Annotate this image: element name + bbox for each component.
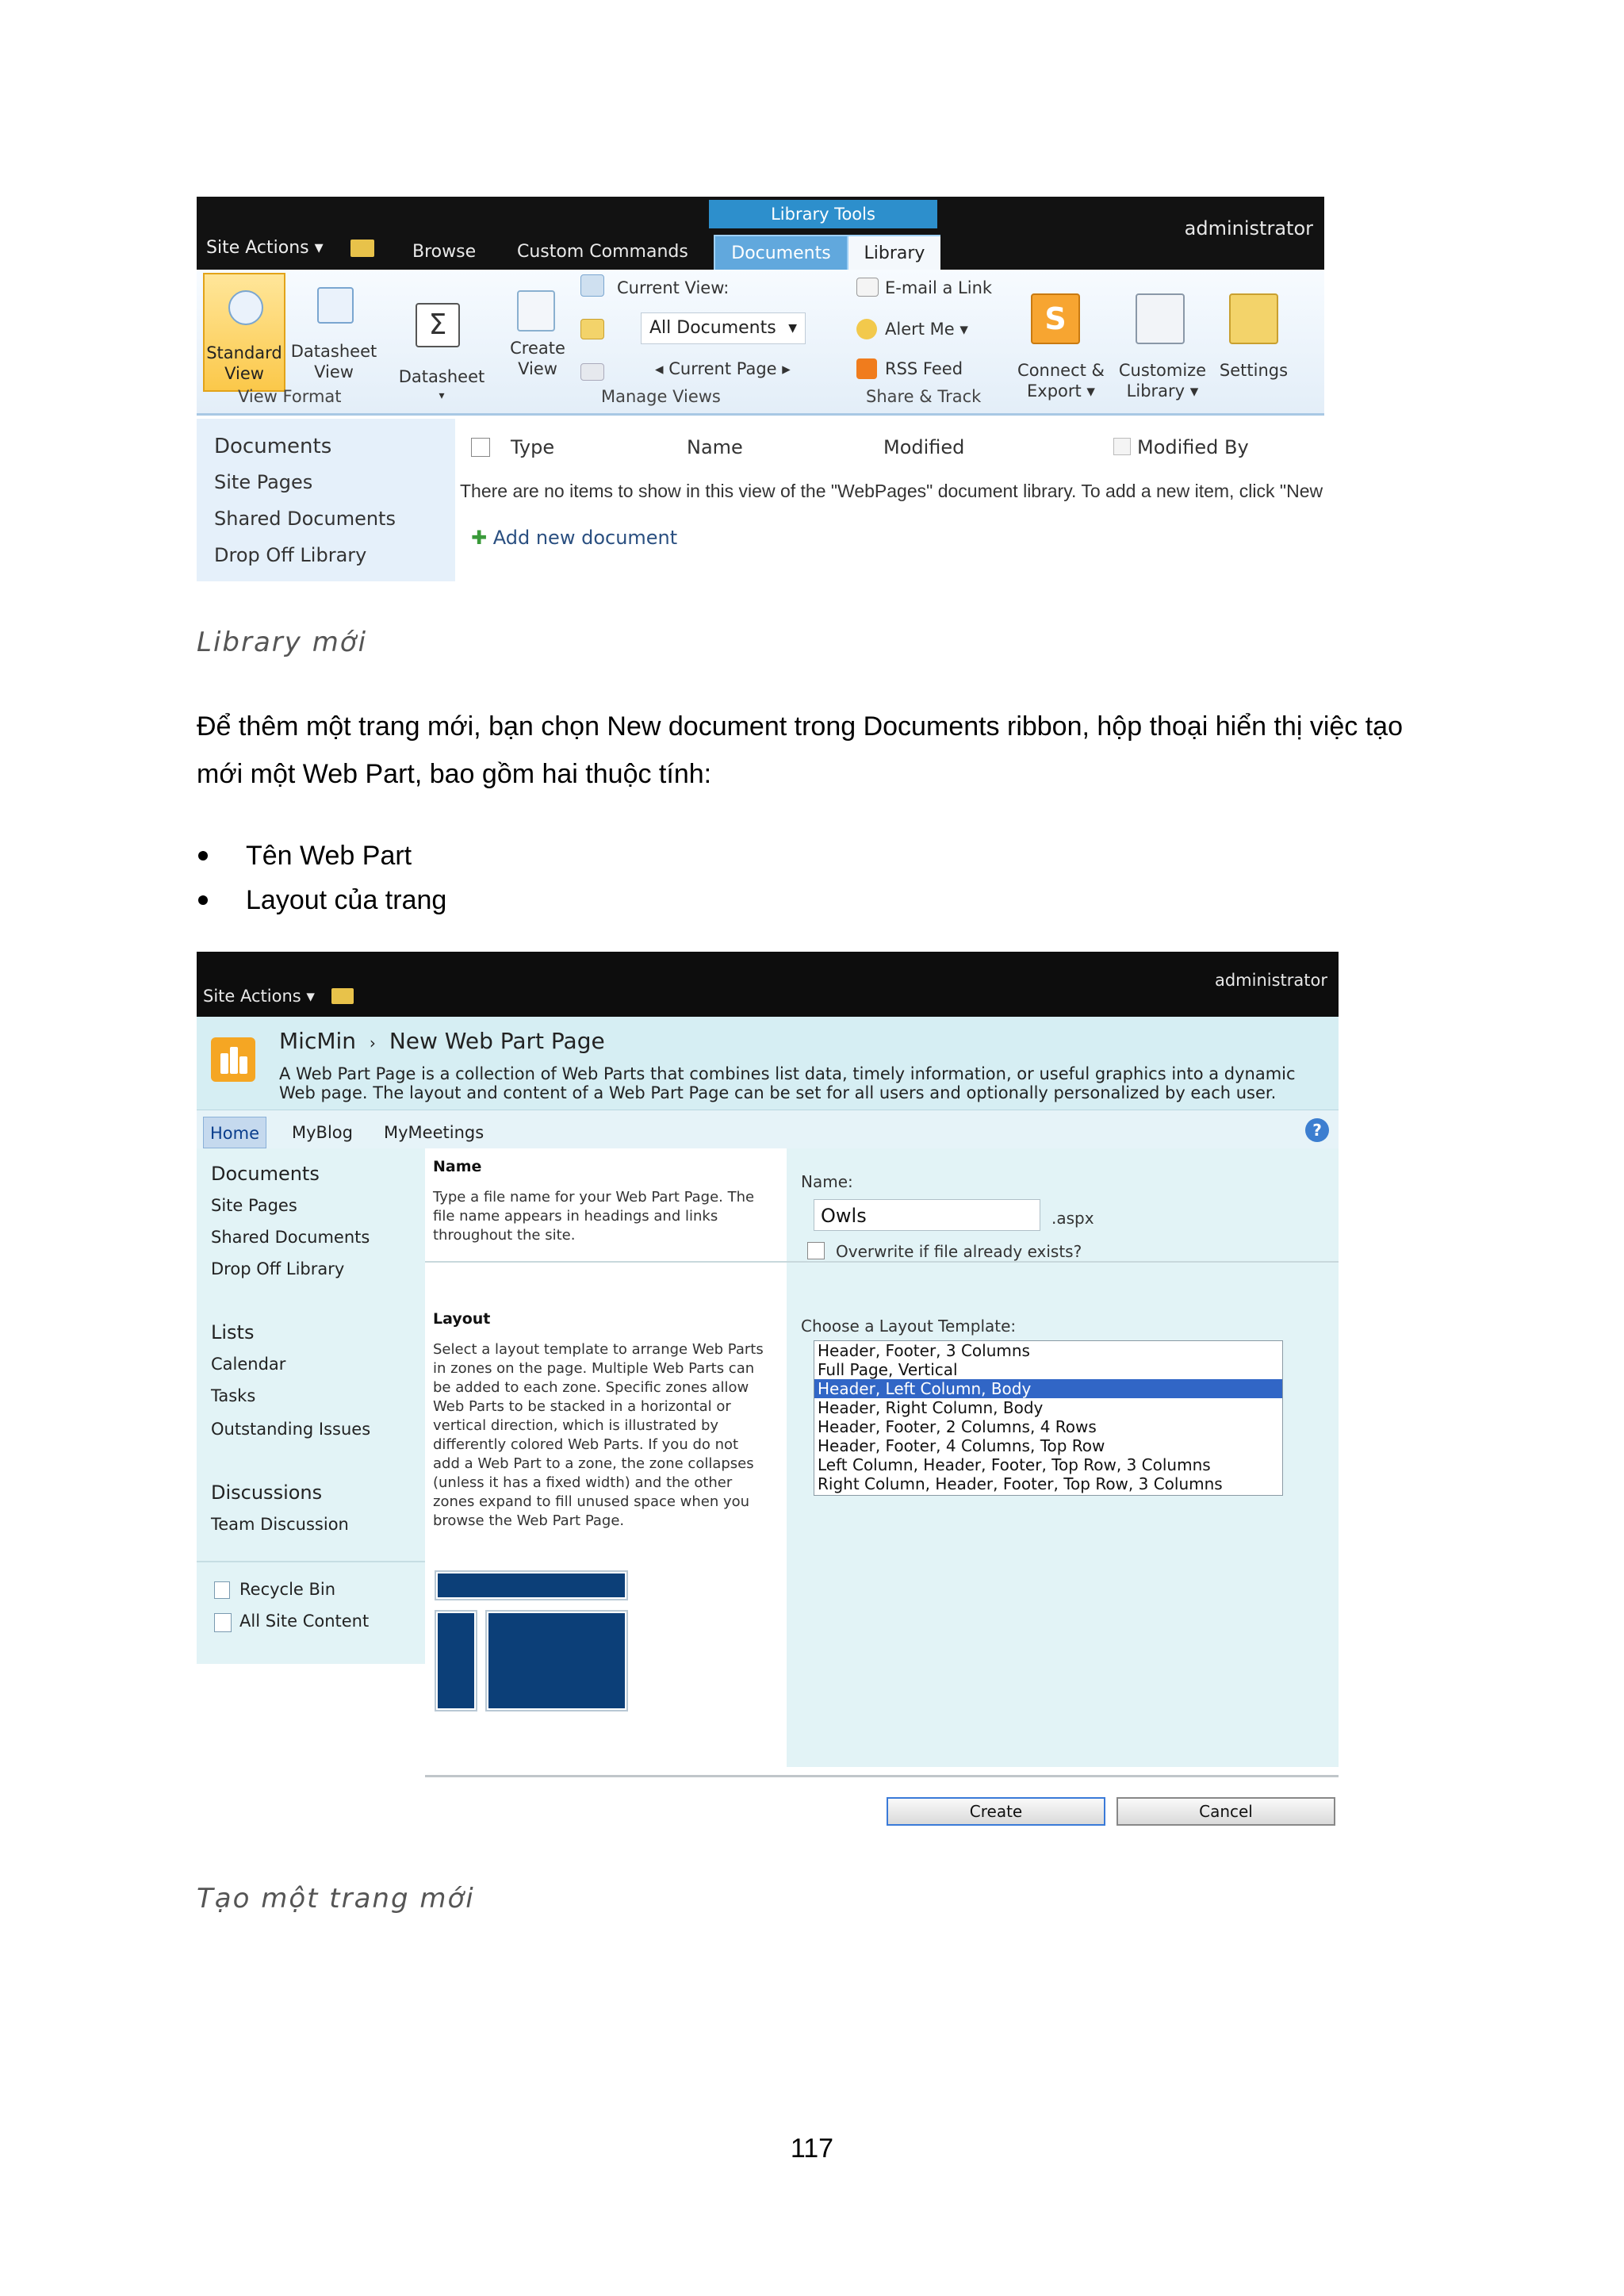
tab-documents[interactable]: Documents — [714, 235, 848, 270]
plus-icon: ✚ — [471, 527, 488, 549]
cancel-button[interactable]: Cancel — [1116, 1797, 1335, 1826]
preview-left-column-zone — [436, 1612, 476, 1710]
column-modified[interactable]: Modified — [883, 436, 965, 458]
bullet-icon — [198, 851, 208, 861]
nav-documents[interactable]: Documents — [214, 435, 332, 458]
breadcrumb — [279, 1028, 605, 1054]
rss-feed-button[interactable]: RSS Feed — [885, 359, 963, 378]
layout-preview — [433, 1569, 631, 1715]
column-type[interactable]: Type — [511, 436, 555, 458]
datasheet-view-button[interactable] — [290, 273, 377, 392]
tab-custom-commands[interactable]: Custom Commands — [517, 242, 688, 262]
standard-view-button[interactable] — [203, 273, 285, 392]
nav-drop-off-library[interactable]: Drop Off Library — [211, 1259, 345, 1278]
page-title: New Web Part Page — [389, 1028, 605, 1054]
chevron-down-icon: ▾ — [439, 389, 445, 402]
nav-team-discussion[interactable]: Team Discussion — [211, 1515, 349, 1534]
add-new-label: Add new document — [492, 527, 678, 549]
modify-view-icon[interactable] — [580, 274, 604, 297]
figure-caption-1: Library mới — [197, 627, 368, 658]
sharepoint-designer-icon: S — [1031, 293, 1080, 344]
add-new-document-link[interactable] — [471, 527, 677, 549]
ribbon — [197, 270, 1324, 416]
layout-template-option[interactable]: Header, Footer, 2 Columns, 4 Rows — [818, 1417, 1097, 1436]
email-link-button[interactable]: E-mail a Link — [885, 278, 993, 297]
tab-library[interactable]: Library — [848, 235, 940, 270]
body-paragraph: Để thêm một trang mới, bạn chọn New document trong Documents ribbon, hộp thoại hiển thị việc tạo mới một Web Part, bao gồm hai thuộc tính: — [197, 711, 1404, 789]
nav-lists-header[interactable]: Lists — [211, 1321, 255, 1343]
group-view-format: View Format — [238, 387, 342, 406]
nav-mymeetings[interactable]: MyMeetings — [384, 1123, 485, 1142]
page-description: A Web Part Page is a collection of Web Parts that combines list data, timely information, or useful graphics into a dynamic Web page. The layout and content of a Web Part Page can be set for all users and optionally personalized by each user. — [279, 1064, 1296, 1102]
nav-documents-header[interactable]: Documents — [211, 1163, 320, 1185]
preview-header-zone — [436, 1572, 626, 1599]
site-actions-menu[interactable]: Site Actions ▾ — [203, 987, 315, 1006]
help-icon[interactable]: ? — [1305, 1118, 1329, 1142]
user-menu[interactable]: administrator — [1214, 971, 1327, 990]
modified-by-checkbox — [1113, 438, 1131, 455]
nav-shared-documents[interactable]: Shared Documents — [211, 1228, 370, 1247]
bullet-text: Layout của trang — [246, 885, 447, 915]
layout-template-option[interactable]: Left Column, Header, Footer, Top Row, 3 Columns — [818, 1455, 1211, 1474]
bullet-item — [246, 841, 412, 872]
document-library-view — [455, 419, 1324, 581]
library-ribbon-screenshot — [197, 197, 1324, 581]
name-section-title: Name — [433, 1158, 482, 1175]
section-divider — [425, 1261, 1339, 1263]
all-site-content-icon — [214, 1613, 232, 1632]
navigate-up-icon[interactable] — [331, 988, 354, 1004]
dropdown-arrow-icon: ▼ — [788, 322, 797, 335]
tab-browse[interactable]: Browse — [412, 242, 477, 262]
group-share-track: Share & Track — [866, 387, 982, 406]
nav-tasks[interactable]: Tasks — [211, 1386, 256, 1405]
nav-site-pages[interactable]: Site Pages — [211, 1196, 297, 1215]
title-area — [197, 1017, 1339, 1110]
preview-body-zone — [487, 1612, 626, 1710]
rss-icon — [856, 358, 877, 379]
datasheet-view-icon — [317, 287, 354, 324]
current-view-value: All Documents — [649, 318, 776, 338]
layout-template-option[interactable]: Right Column, Header, Footer, Top Row, 3 Columns — [818, 1474, 1223, 1493]
layout-template-option[interactable]: Full Page, Vertical — [818, 1360, 958, 1379]
create-view-icon — [517, 290, 555, 332]
current-view-select[interactable] — [641, 312, 806, 344]
nav-drop-off-library[interactable]: Drop Off Library — [214, 544, 367, 566]
site-actions-menu[interactable]: Site Actions ▾ — [206, 238, 324, 258]
layout-template-listbox[interactable] — [814, 1340, 1283, 1496]
ribbon-top-bar — [197, 197, 1324, 270]
create-view-label: Create View — [510, 339, 565, 378]
settings-button[interactable] — [1212, 293, 1296, 412]
breadcrumb-separator-icon: › — [369, 1033, 376, 1052]
create-button[interactable]: Create — [887, 1797, 1105, 1826]
form-bottom-divider — [425, 1775, 1339, 1777]
overwrite-checkbox[interactable] — [807, 1242, 825, 1259]
overwrite-label: Overwrite if file already exists? — [836, 1242, 1082, 1261]
customize-library-icon — [1136, 293, 1185, 344]
nav-all-site-content[interactable]: All Site Content — [239, 1612, 370, 1631]
column-modified-by[interactable]: Modified By — [1137, 436, 1249, 458]
bell-icon — [856, 319, 877, 339]
library-tools-label: Library Tools — [709, 200, 937, 228]
column-name[interactable]: Name — [687, 436, 743, 458]
page-number: 117 — [790, 2133, 834, 2164]
create-column-icon[interactable] — [580, 319, 604, 339]
layout-section-help: Select a layout template to arrange Web Parts in zones on the page. Multiple Web Parts can be added to each zone. Specific zones allow Web Parts to be stacked in a horizontal or vertical direction, which is illustrated by differently colored Web Parts. If you do not add a Web Part to a zone, the zone collapses (unless it has a fixed width) and the other zones expand to fill unused space when you browse the Web Part Page. — [433, 1341, 764, 1529]
nav-discussions-header[interactable]: Discussions — [211, 1481, 323, 1504]
group-manage-views: Manage Views — [601, 387, 721, 406]
layout-section-title: Layout — [433, 1310, 491, 1328]
quick-launch — [197, 1148, 425, 1664]
datasheet-view-label: Datasheet View — [290, 342, 377, 381]
layout-template-option[interactable]: Header, Footer, 4 Columns, Top Row — [818, 1436, 1105, 1455]
nav-shared-documents[interactable]: Shared Documents — [214, 508, 396, 530]
nav-outstanding-issues[interactable]: Outstanding Issues — [211, 1420, 371, 1439]
bullet-icon — [198, 895, 208, 905]
nav-home[interactable]: Home — [203, 1117, 266, 1148]
nav-site-pages[interactable]: Site Pages — [214, 471, 313, 493]
name-input[interactable]: Owls — [814, 1199, 1040, 1231]
select-all-checkbox[interactable] — [471, 438, 490, 457]
name-field-label: Name: — [801, 1172, 853, 1191]
navigate-up-icon[interactable] — [350, 240, 374, 257]
datasheet-label: Datasheet — [398, 367, 485, 386]
nav-myblog[interactable]: MyBlog — [292, 1123, 353, 1142]
choose-layout-label: Choose a Layout Template: — [801, 1317, 1017, 1336]
site-logo-icon — [211, 1037, 255, 1082]
top-bar — [197, 952, 1339, 1017]
bullet-item — [246, 885, 446, 916]
layout-template-option[interactable]: Header, Right Column, Body — [818, 1398, 1044, 1417]
navigate-up-icon[interactable] — [580, 363, 604, 381]
connect-export-label: Connect & Export ▾ — [1017, 361, 1105, 401]
alert-me-button[interactable]: Alert Me ▾ — [885, 320, 968, 339]
layout-template-option[interactable]: Header, Footer, 3 Columns — [818, 1341, 1030, 1360]
empty-list-message: There are no items to show in this view of the "WebPages" document library. To add a new item, click "New — [460, 481, 1323, 501]
bullet-text: Tên Web Part — [246, 841, 412, 871]
quick-launch — [197, 419, 455, 581]
breadcrumb-site-link[interactable]: MicMin — [279, 1028, 357, 1054]
figure-caption-2: Tạo một trang mới — [197, 1883, 475, 1915]
top-navigation — [197, 1110, 1339, 1148]
name-section-help: Type a file name for your Web Part Page. The file name appears in headings and links throughout the site. — [433, 1189, 755, 1244]
current-view-label: Current View: — [617, 278, 730, 297]
aspx-suffix: .aspx — [1051, 1209, 1094, 1228]
nav-calendar[interactable]: Calendar — [211, 1355, 286, 1374]
user-menu[interactable]: administrator — [1184, 217, 1313, 240]
standard-view-icon — [228, 290, 263, 325]
settings-gear-icon — [1229, 293, 1278, 344]
settings-label: Settings — [1219, 361, 1289, 380]
nav-recycle-bin[interactable]: Recycle Bin — [239, 1580, 336, 1599]
create-view-button[interactable] — [498, 286, 577, 381]
layout-template-option[interactable]: Header, Left Column, Body — [814, 1379, 1282, 1398]
nav-divider — [197, 1561, 425, 1562]
connect-export-button[interactable] — [1012, 293, 1110, 412]
customize-library-label: Customize Library ▾ — [1118, 361, 1207, 401]
standard-view-label: Standard View — [206, 343, 282, 383]
current-page-label: ◂ Current Page ▸ — [655, 359, 791, 378]
customize-library-button[interactable] — [1113, 293, 1212, 412]
datasheet-button[interactable] — [395, 290, 488, 409]
sigma-icon: Σ — [416, 303, 460, 347]
email-icon — [856, 278, 879, 297]
recycle-bin-icon — [214, 1581, 230, 1599]
new-web-part-page-screenshot — [197, 952, 1339, 1832]
